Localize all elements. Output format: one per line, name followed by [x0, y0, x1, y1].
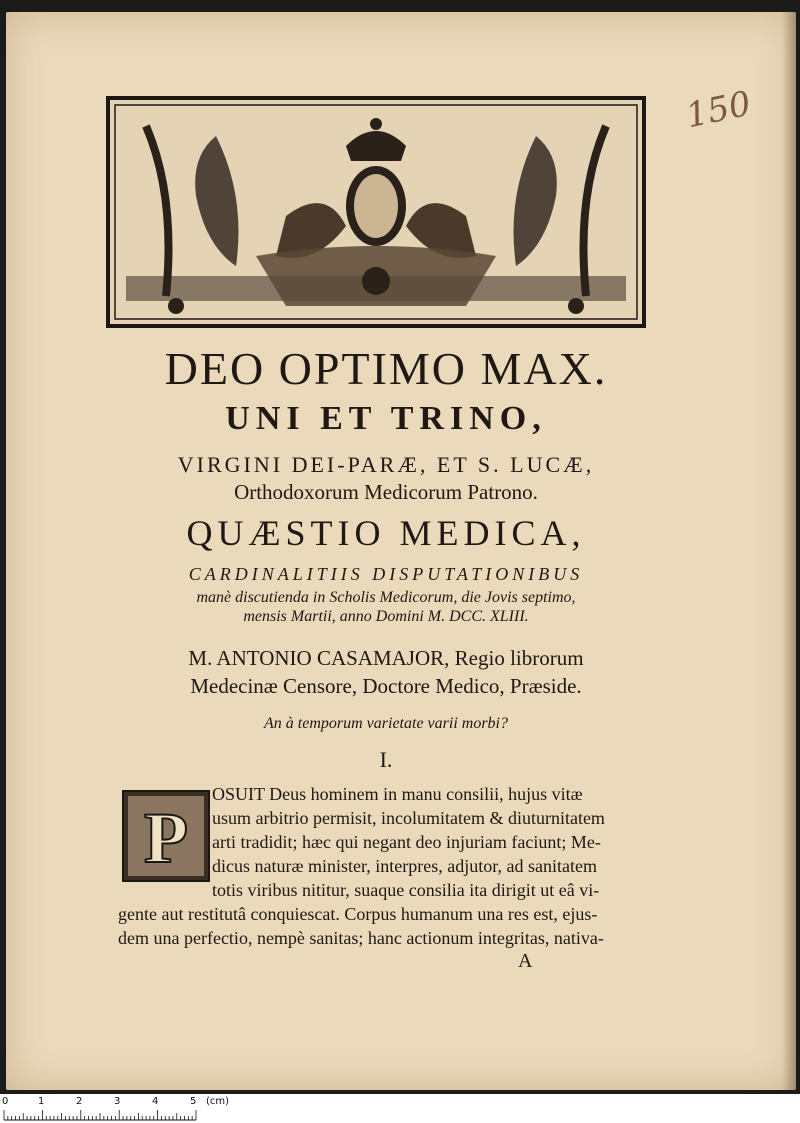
svg-text:P: P	[144, 798, 188, 878]
scale-label-4: 4	[152, 1096, 159, 1107]
scale-unit-label: (cm)	[206, 1096, 230, 1107]
dedication-patron: Orthodoxorum Medicorum Patrono.	[234, 480, 538, 504]
body-line-6: gente aut restitutâ conquiescat. Corpus humanum una res est, ejus-	[118, 904, 598, 924]
praeses-line-1: M. ANTONIO CASAMAJOR, Regio librorum	[188, 646, 584, 670]
scale-label-3: 3	[114, 1096, 121, 1107]
disputation-date-1: manè discutienda in Scholis Medicorum, die Jovis septimo,	[196, 589, 576, 606]
body-line-2: usum arbitrio permisit, incolumitatem & diuturnitatem	[212, 808, 605, 828]
body-line-3: arti tradidit; hæc qui negant deo injuriam faciunt; Me-	[212, 832, 601, 852]
dedication-trinity: UNI ET TRINO,	[225, 400, 547, 437]
handwritten-folio-number: 150	[682, 83, 755, 137]
measurement-scale	[0, 1094, 800, 1123]
scale-label-2: 2	[76, 1096, 83, 1107]
praeses-line-2: Medecinæ Censore, Doctore Medico, Præside.	[190, 674, 582, 698]
book-page	[6, 12, 796, 1090]
disputation-date-2: mensis Martii, anno Domini M. DCC. XLIII.	[243, 608, 529, 625]
scale-label-5: 5	[190, 1096, 197, 1107]
scale-label-0: 0	[2, 1096, 9, 1107]
section-number: I.	[379, 747, 393, 772]
quaestio-title: QUÆSTIO MEDICA,	[186, 513, 586, 553]
disputation-heading: CARDINALITIIS DISPUTATIONIBUS	[188, 564, 584, 584]
body-line-7: dem una perfectio, nempè sanitas; hanc actionum integritas, nativa-	[118, 928, 604, 948]
body-line-5: totis viribus nititur, suaque consilia ita dirigit ut eâ vi-	[212, 880, 600, 900]
body-line-4: dicus naturæ minister, interpres, adjutor, ad sanitatem	[212, 856, 597, 876]
ornamental-initial-p	[122, 790, 210, 882]
dedication-heading: DEO OPTIMO MAX.	[164, 343, 608, 394]
dedication-virgin: VIRGINI DEI-PARÆ, ET S. LUCÆ,	[177, 452, 595, 477]
royal-arms-headpiece	[106, 96, 646, 328]
question-text: An à temporum varietate varii morbi?	[264, 715, 508, 732]
body-line-1: OSUIT Deus hominem in manu consilii, hujus vitæ	[212, 784, 583, 804]
scale-label-1: 1	[38, 1096, 45, 1107]
signature-mark: A	[518, 950, 533, 972]
